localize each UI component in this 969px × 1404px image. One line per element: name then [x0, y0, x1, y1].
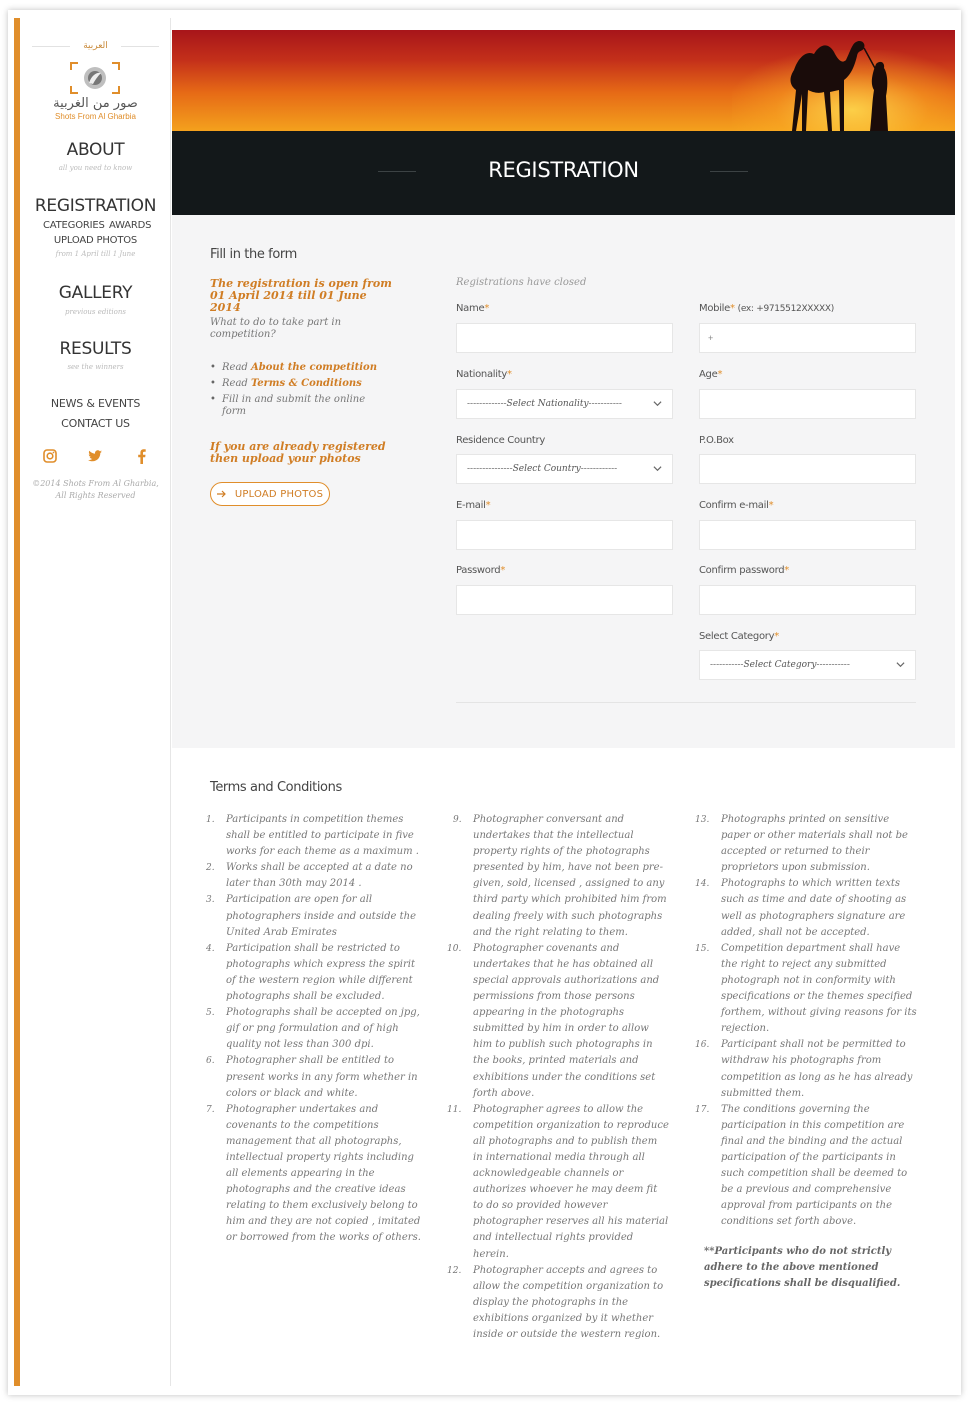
registration-open-notice: The registration is open from 01 April 2014 till 01 June 2014 [210, 277, 392, 314]
facebook-icon[interactable] [133, 448, 149, 464]
nav-registration-subtitle: from 1 April till 1 June [55, 250, 136, 258]
divider [456, 702, 916, 703]
logo-arabic-text: صور من الغربية [53, 96, 138, 111]
label-text: E-mail [456, 500, 486, 511]
language-link[interactable]: العربية [83, 40, 108, 50]
list-item [210, 378, 390, 390]
nav-awards[interactable]: AWARDS [109, 220, 152, 231]
nav-gallery-subtitle: previous editions [65, 308, 126, 316]
camel-silhouette-icon [772, 34, 902, 131]
nav-about[interactable]: ABOUT [66, 140, 125, 160]
item-number: 2. [206, 863, 215, 874]
item-number: 6. [206, 1056, 215, 1067]
nationality-label [456, 369, 512, 380]
terms-link[interactable]: Terms & Conditions [251, 378, 362, 389]
category-label [699, 631, 779, 642]
list-item [210, 394, 390, 418]
nav-results[interactable]: RESULTS [59, 339, 132, 359]
copyright-line: All Rights Reserved [55, 491, 136, 500]
step-text: Read [222, 362, 251, 373]
nav-upload-photos[interactable]: UPLOAD PHOTOS [53, 235, 138, 246]
list-item [208, 1102, 423, 1247]
required-mark: * [500, 565, 506, 576]
list-item [208, 941, 423, 1005]
page-title: REGISTRATION [488, 158, 639, 182]
label-text: Age [699, 369, 718, 380]
terms-heading: Terms and Conditions [210, 780, 342, 795]
pobox-label: P.O.Box [699, 435, 734, 446]
terms-column-2 [447, 812, 669, 1343]
steps-list [210, 362, 390, 422]
list-item [695, 1037, 917, 1101]
list-item [208, 1053, 423, 1101]
mobile-prefix: + [708, 333, 714, 343]
list-item [455, 812, 669, 941]
item-number: 17. [695, 1104, 710, 1115]
label-text: Nationality [456, 369, 507, 380]
label-text: Select Category [699, 631, 775, 642]
item-number: 5. [206, 1008, 215, 1019]
list-item [208, 860, 423, 892]
item-text: Photographs printed on sensitive paper or other materials shall not be accepted or returned to their proprietors upon submission. [721, 814, 908, 874]
item-number: 14. [695, 879, 710, 890]
upload-photos-label: UPLOAD PHOTOS [234, 488, 324, 500]
list-item [695, 812, 917, 876]
copyright-line: ©2014 Shots From Al Gharbia, [32, 479, 159, 488]
twitter-icon[interactable] [87, 448, 103, 464]
sidebar [20, 18, 171, 1386]
label-text: Confirm e-mail [699, 500, 769, 511]
item-number: 1. [206, 815, 215, 825]
item-text: Works shall be accepted at a date no later than 30th may 2014 . [226, 862, 413, 890]
category-select[interactable] [699, 650, 916, 680]
item-number: 10. [447, 943, 462, 954]
list-item [208, 812, 423, 860]
instagram-icon[interactable] [42, 448, 58, 464]
select-value: ---------------Select Country------------ [467, 464, 618, 474]
required-mark: * [484, 303, 490, 314]
select-value: -----------Select Category----------- [710, 660, 850, 670]
label-text: Mobile [699, 303, 731, 314]
item-number: 11. [447, 1104, 462, 1115]
residence-country-select[interactable] [456, 454, 673, 484]
list-item [447, 941, 669, 1102]
item-number: 4. [206, 943, 215, 954]
item-text: Participation shall be restricted to photographs which express the spirit of the western region while different photographs shall be excluded. [226, 942, 415, 1003]
confirm-password-input[interactable] [699, 585, 916, 615]
list-item [210, 362, 390, 374]
email-label [456, 500, 490, 511]
label-text: Password [456, 565, 501, 576]
step-text: Fill in and submit the online form [222, 394, 366, 417]
about-competition-link[interactable]: About the competition [251, 362, 377, 373]
nav-registration[interactable]: REGISTRATION [34, 196, 157, 216]
item-number: 3. [206, 895, 215, 906]
item-number: 15. [695, 943, 710, 954]
item-number: 12. [447, 1265, 462, 1276]
list-item [208, 1005, 423, 1053]
item-text: Photographer conversant and undertakes that the intellectual property rights of the photographs presented by him, have not been pre- given, sold, licensed , assigned to any third party which prohibited him from dealing freely with such photographs and the right relating to them. [473, 814, 667, 938]
nav-news-events[interactable]: NEWS & EVENTS [50, 397, 141, 410]
item-number: 7. [206, 1104, 215, 1115]
pobox-input[interactable] [699, 454, 916, 484]
nav-categories[interactable]: CATEGORIES [43, 220, 105, 231]
chevron-down-icon [896, 660, 905, 669]
nav-about-subtitle: all you need to know [58, 164, 133, 172]
required-mark: * [730, 303, 735, 314]
banner-image [172, 30, 955, 131]
chevron-down-icon [653, 399, 662, 408]
list-item [447, 1263, 669, 1343]
logo-icon[interactable] [68, 60, 122, 96]
fill-form-heading: Fill in the form [210, 247, 297, 262]
confirm-password-label [699, 565, 789, 576]
label-text: Name [456, 303, 485, 314]
confirm-email-label [699, 500, 773, 511]
residence-label: Residence Country [456, 435, 545, 446]
select-value: -------------Select Nationality----------- [467, 399, 622, 409]
nationality-select[interactable] [456, 389, 673, 419]
nav-contact-us[interactable]: CONTACT US [61, 417, 130, 430]
item-number: 9. [453, 815, 462, 825]
upload-photos-button[interactable] [210, 482, 330, 506]
item-text: Photographs to which written texts such as time and date of shooting as well as photographers signature are added, shall not be accepted. [721, 878, 907, 938]
age-input[interactable] [699, 389, 916, 419]
arrow-right-icon [217, 490, 227, 498]
item-text: Photographer shall be entitled to present works in any form whether in colors or black and white. [226, 1055, 418, 1099]
name-input[interactable] [456, 323, 673, 353]
name-label [456, 303, 489, 314]
item-text: Competition department shall have the right to reject any submitted photograph not in conformity with specifications or the themes specified forthem, without giving reasons for its rejection. [721, 942, 917, 1035]
item-text: Photographer covenants and undertakes that he has obtained all special approvals authorizations and permissions from those persons appearing in the photographs submitted by him in order to allow him to publish such photographs in the books, printed materials and exhibitions under the conditions set forth above. [473, 942, 660, 1099]
terms-column-3 [695, 812, 917, 1230]
copyright-text [20, 478, 171, 502]
chevron-down-icon [653, 464, 662, 473]
required-mark: * [768, 500, 774, 511]
item-text: Photographs shall be accepted on jpg, gif or png formulation and of high quality not less than 300 dpi. [226, 1007, 420, 1051]
already-registered-text: If you are already registered then upload your photos [210, 440, 386, 465]
item-text: Photographer agrees to allow the competition organization to reproduce all photographs and to publish them in international media through all acknowledgeable channels or authorizes whoever he may deem fit to do so provided however photographer reserves all his material and intellectual rights provided herein. [473, 1103, 669, 1260]
required-mark: * [717, 369, 723, 380]
nav-gallery[interactable]: GALLERY [58, 283, 133, 303]
mobile-input[interactable] [699, 323, 916, 353]
disqualification-note: **Participants who do not strictly adhere to the above mentioned specifications shall be disqualified. [704, 1246, 901, 1289]
confirm-email-input[interactable] [699, 520, 916, 550]
item-text: Photographer accepts and agrees to allow the competition organization to display the photographs in the exhibitions organized by it whether inside or outside the western region. [473, 1264, 664, 1340]
required-mark: * [784, 565, 789, 576]
list-item [695, 1102, 917, 1231]
password-input[interactable] [456, 585, 673, 615]
item-text: Participants in competition themes shall be entitled to participate in five works for each theme as a maximum . [226, 814, 419, 858]
list-item [695, 876, 917, 940]
step-text: Read [222, 378, 251, 389]
item-text: Participant shall not be permitted to withdraw his photographs from competition as long as he has already submitted them. [721, 1039, 913, 1099]
item-text: The conditions governing the participation in this competition are final and the binding and the actual participation of the participants in such competition shall be deemed to be a previous and comprehensive approval from participants on the conditions set forth above. [721, 1103, 908, 1228]
password-label [456, 565, 505, 576]
item-text: Photographer undertakes and covenants to the competitions management that all photographs, intellectual property rights including all elements appearing in the photographs and the creative ideas relating to them exclusively belong to him and they are not copied , imitated or borrowed from the works of others. [226, 1103, 421, 1244]
registration-status: Registrations have closed [456, 277, 587, 288]
terms-column-1 [208, 812, 423, 1247]
mobile-hint: (ex: +9715512XXXXX) [737, 304, 834, 314]
email-input[interactable] [456, 520, 673, 550]
age-label [699, 369, 722, 380]
list-item [695, 941, 917, 1038]
required-mark: * [485, 500, 491, 511]
list-item [447, 1102, 669, 1263]
label-text: Confirm password [699, 565, 785, 576]
mobile-label [699, 303, 834, 314]
what-to-do-text: What to do to take part in competition? [210, 317, 342, 340]
item-number: 13. [695, 815, 710, 825]
item-number: 16. [695, 1040, 710, 1051]
list-item [208, 892, 423, 940]
item-text: Participation are open for all photographers inside and outside the United Arab Emirates [226, 894, 417, 938]
required-mark: * [774, 631, 779, 642]
required-mark: * [507, 369, 512, 380]
logo-english-text: Shots From Al Gharbia [55, 112, 136, 121]
nav-results-subtitle: see the winners [67, 363, 124, 371]
